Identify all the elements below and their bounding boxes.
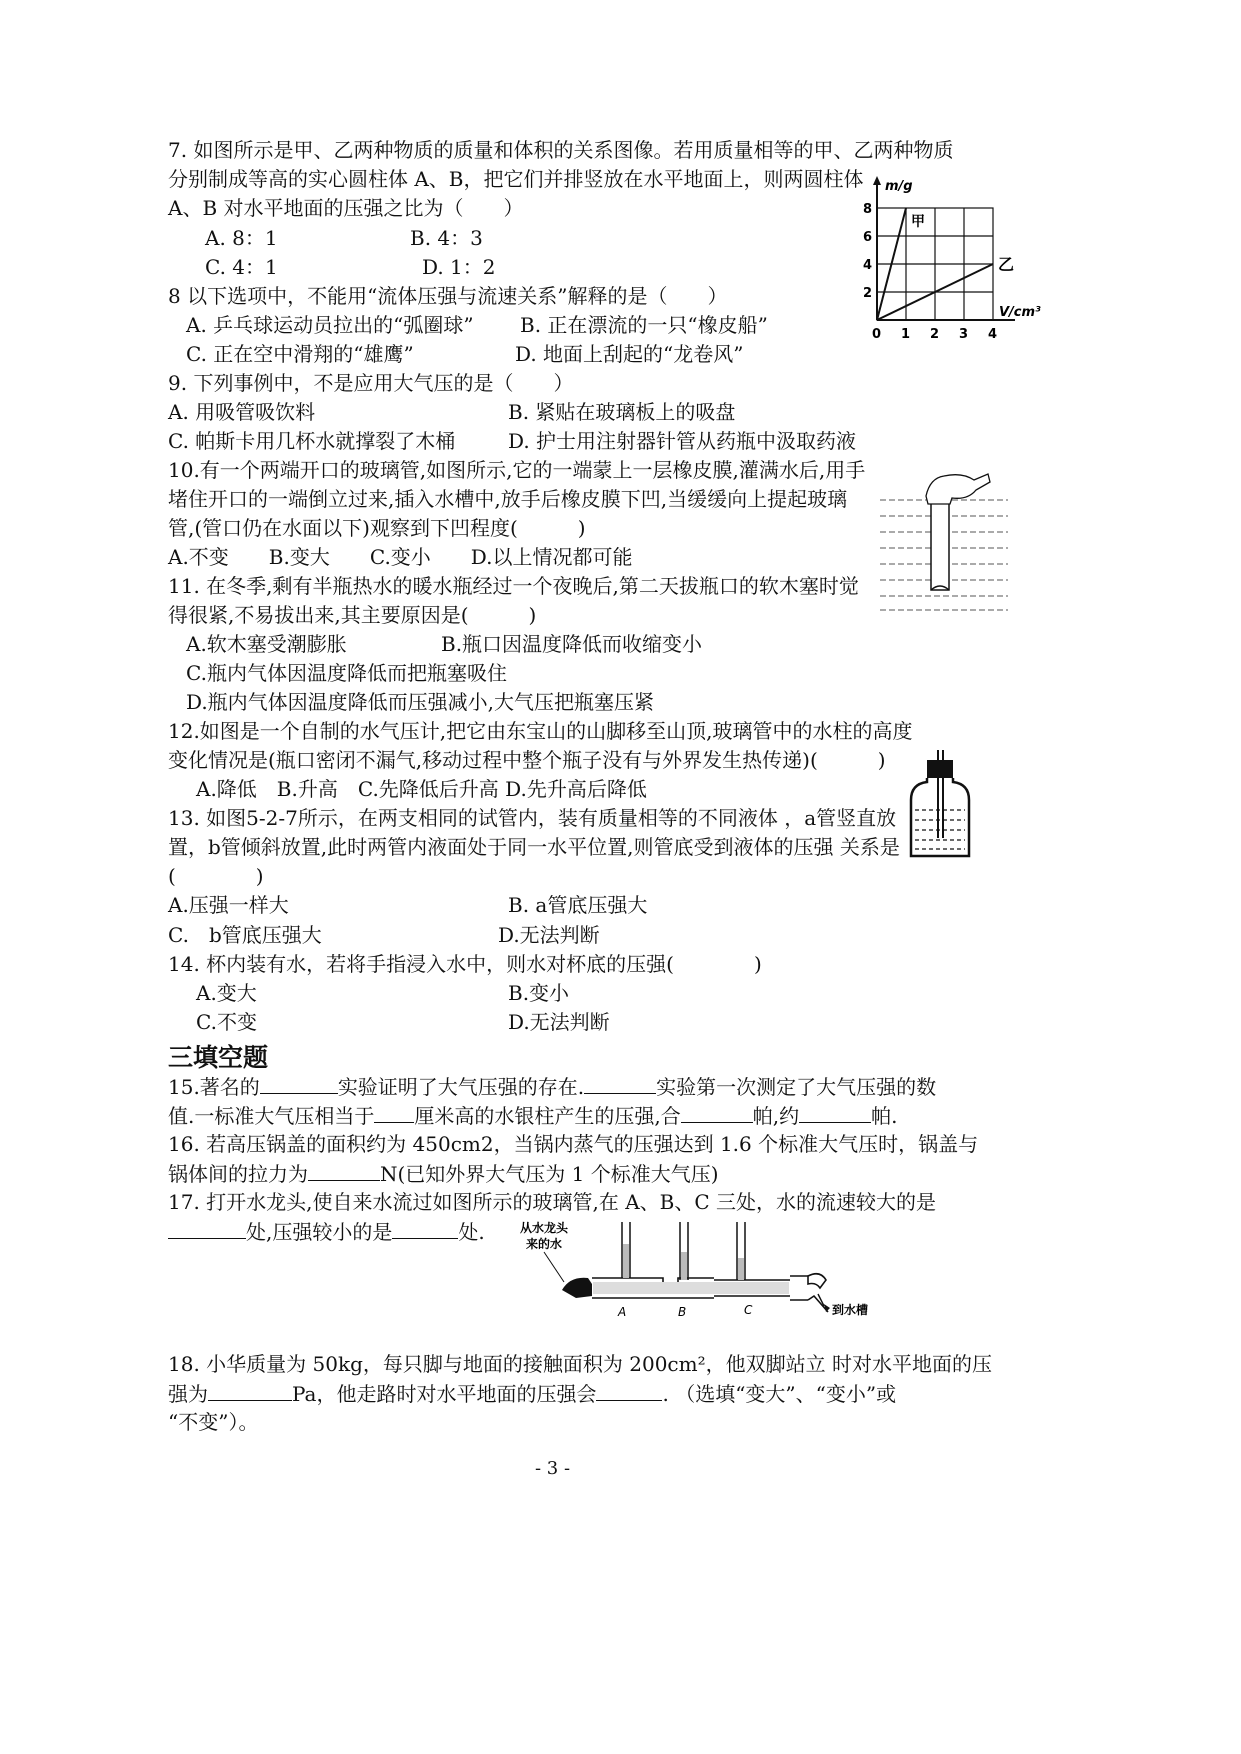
q15-blank-3[interactable] bbox=[374, 1102, 414, 1123]
y-axis-label: m/g bbox=[885, 179, 913, 194]
q15-line-2 bbox=[168, 1102, 897, 1129]
q12-line-1: 12.如图是一个自制的水气压计,把它由东宝山的山脚移至山顶,玻璃管中的水柱的高度 bbox=[168, 719, 913, 743]
x-tick-0: 0 bbox=[872, 327, 882, 342]
q17-line-1: 17. 打开水龙头,使自来水流过如图所示的玻璃管,在 A、B、C 三处，水的流速较大的是 bbox=[168, 1190, 937, 1214]
venturi-pipe-figure bbox=[518, 1218, 898, 1318]
q10-options: A.不变 B.变大 C.变小 D.以上情况都可能 bbox=[168, 545, 633, 569]
page-number: - 3 - bbox=[535, 1458, 571, 1479]
q7-line-3: A、B 对水平地面的压强之比为（ ） bbox=[168, 196, 524, 220]
q17-text-1: 处,压强较小的是 bbox=[246, 1220, 393, 1244]
label-jia: 甲 bbox=[911, 214, 925, 230]
q13-line-2: 置，b管倾斜放置,此时两管内液面处于同一水平位置,则管底受到液体的压强 关系是 bbox=[168, 835, 900, 859]
q7-option-a: A. 8：1 bbox=[205, 226, 278, 250]
pipe-sink-label: 到水槽 bbox=[832, 1303, 869, 1317]
q9-option-c: C. 帕斯卡用几杯水就撑裂了木桶 bbox=[168, 429, 456, 453]
q15-blank-2[interactable] bbox=[584, 1073, 656, 1094]
q15-blank-4[interactable] bbox=[681, 1102, 753, 1123]
q13-line-1: 13. 如图5-2-7所示，在两支相同的试管内，装有质量相等的不同液体 ，a管竖直放 bbox=[168, 806, 897, 830]
q15-text-1: 15.著名的 bbox=[168, 1075, 260, 1099]
q11-option-a: A.软木塞受潮膨胀 bbox=[186, 632, 347, 656]
water-barometer-figure bbox=[905, 748, 975, 863]
q18-line-1: 18. 小华质量为 50kg，每只脚与地面的接触面积为 200cm²，他双脚站立 时对水平地面的压 bbox=[168, 1352, 992, 1376]
q9-option-d: D. 护士用注射器针管从药瓶中汲取药液 bbox=[508, 429, 857, 453]
q18-line-3: “不变”）。 bbox=[168, 1410, 259, 1434]
q7-option-d: D. 1：2 bbox=[422, 255, 496, 279]
q9-option-b: B. 紧贴在玻璃板上的吸盘 bbox=[508, 400, 736, 424]
q17-text-2: 处. bbox=[458, 1220, 485, 1244]
q15-text-5: 厘米高的水银柱产生的压强,合 bbox=[414, 1104, 681, 1128]
q18-blank-1[interactable] bbox=[208, 1380, 292, 1401]
q18-text-2: Pa，他走路时对水平地面的压强会 bbox=[292, 1382, 597, 1406]
q14-option-a: A.变大 bbox=[196, 981, 257, 1005]
q13-option-c: C. b管底压强大 bbox=[168, 923, 322, 947]
x-tick-3: 3 bbox=[959, 327, 969, 342]
q14-option-c: C.不变 bbox=[196, 1010, 257, 1034]
q18-line-2 bbox=[168, 1380, 896, 1407]
x-tick-1: 1 bbox=[901, 327, 911, 342]
q18-blank-2[interactable] bbox=[596, 1380, 662, 1401]
q8-option-b: B. 正在漂流的一只“橡皮船” bbox=[520, 313, 768, 337]
q15-blank-1[interactable] bbox=[260, 1073, 338, 1094]
pipe-source-label-2: 来的水 bbox=[526, 1237, 563, 1251]
water-tank-figure bbox=[878, 468, 1013, 613]
q17-blank-2[interactable] bbox=[392, 1218, 458, 1239]
q13-option-d: D.无法判断 bbox=[498, 923, 600, 947]
q8-option-c: C. 正在空中滑翔的“雄鹰” bbox=[186, 342, 414, 366]
q17-blank-1[interactable] bbox=[168, 1218, 246, 1239]
y-tick-2: 2 bbox=[863, 286, 873, 301]
q14-option-d: D.无法判断 bbox=[508, 1010, 610, 1034]
q11-line-1: 11. 在冬季,剩有半瓶热水的暖水瓶经过一个夜晚后,第二天拔瓶口的软木塞时觉 bbox=[168, 574, 859, 598]
q7-line-2: 分别制成等高的实心圆柱体 A、B，把它们并排竖放在水平地面上，则两圆柱体 bbox=[168, 167, 864, 191]
q13-line-3: ( ) bbox=[168, 864, 264, 888]
q11-option-b: B.瓶口因温度降低而收缩变小 bbox=[441, 632, 703, 656]
q11-line-2: 得很紧,不易拔出来,其主要原因是( ) bbox=[168, 603, 537, 627]
q18-text-3: . （选填“变大”、“变小”或 bbox=[662, 1382, 897, 1406]
q15-text-6: 帕,约 bbox=[752, 1104, 800, 1128]
q11-option-d: D.瓶内气体因温度降低而压强减小,大气压把瓶塞压紧 bbox=[186, 690, 655, 714]
q14-stem: 14. 杯内装有水，若将手指浸入水中，则水对杯底的压强( ) bbox=[168, 952, 762, 976]
q7-option-c: C. 4：1 bbox=[205, 255, 278, 279]
q16-blank-1[interactable] bbox=[308, 1160, 380, 1181]
q7-option-b: B. 4：3 bbox=[410, 226, 483, 250]
q10-line-1: 10.有一个两端开口的玻璃管,如图所示,它的一端蒙上一层橡皮膜,灌满水后,用手 bbox=[168, 458, 866, 482]
q9-stem: 9. 下列事例中，不是应用大气压的是（ ） bbox=[168, 371, 574, 395]
q15-line-1 bbox=[168, 1073, 936, 1100]
x-tick-4: 4 bbox=[988, 327, 998, 342]
q16-text-1: 锅体间的拉力为 bbox=[168, 1162, 308, 1186]
q12-options: A.降低 B.升高 C.先降低后升高 D.先升高后降低 bbox=[196, 777, 647, 801]
q13-option-a: A.压强一样大 bbox=[168, 893, 289, 917]
q10-line-3: 管,(管口仍在水面以下)观察到下凹程度( ) bbox=[168, 516, 586, 540]
q10-line-2: 堵住开口的一端倒立过来,插入水槽中,放手后橡皮膜下凹,当缓缓向上提起玻璃 bbox=[168, 487, 848, 511]
pipe-label-c: C bbox=[744, 1303, 753, 1317]
q16-line-1: 16. 若高压锅盖的面积约为 450cm2，当锅内蒸气的压强达到 1.6 个标准大气压时，锅盖与 bbox=[168, 1132, 979, 1156]
y-tick-4: 4 bbox=[863, 258, 873, 273]
q18-text-1: 强为 bbox=[168, 1382, 208, 1406]
pipe-label-b: B bbox=[678, 1305, 687, 1318]
q8-stem: 8 以下选项中，不能用“流体压强与流速关系”解释的是（ ） bbox=[168, 284, 728, 308]
q12-line-2: 变化情况是(瓶口密闭不漏气,移动过程中整个瓶子没有与外界发生热传递)( ) bbox=[168, 748, 886, 772]
q14-option-b: B.变小 bbox=[508, 981, 570, 1005]
q11-option-c: C.瓶内气体因温度降低而把瓶塞吸住 bbox=[186, 661, 507, 685]
x-tick-2: 2 bbox=[930, 327, 940, 342]
q13-option-b: B. a管底压强大 bbox=[508, 893, 648, 917]
q15-blank-5[interactable] bbox=[799, 1102, 871, 1123]
q8-option-d: D. 地面上刮起的“龙卷风” bbox=[515, 342, 744, 366]
q9-option-a: A. 用吸管吸饮料 bbox=[168, 400, 316, 424]
q15-text-3: 实验第一次测定了大气压强的数 bbox=[656, 1075, 937, 1099]
section-fill-in-heading: 三填空题 bbox=[168, 1043, 269, 1072]
mass-volume-graph bbox=[855, 172, 1055, 347]
y-tick-8: 8 bbox=[863, 202, 873, 217]
pipe-source-label-1: 从水龙头 bbox=[520, 1221, 569, 1235]
q7-line-1: 7. 如图所示是甲、乙两种物质的质量和体积的关系图像。若用质量相等的甲、乙两种物质 bbox=[168, 138, 954, 162]
pipe-label-a: A bbox=[618, 1305, 627, 1318]
label-yi: 乙 bbox=[998, 255, 1015, 274]
q8-option-a: A. 乒乓球运动员拉出的“弧圈球” bbox=[186, 313, 474, 337]
q15-text-7: 帕. bbox=[871, 1104, 898, 1128]
q15-text-2: 实验证明了大气压强的存在. bbox=[337, 1075, 585, 1099]
q16-text-2: N(已知外界大气压为 1 个标准大气压) bbox=[380, 1162, 719, 1186]
q17-line-2 bbox=[168, 1218, 485, 1245]
q15-text-4: 值.一标准大气压相当于 bbox=[168, 1104, 375, 1128]
q16-line-2 bbox=[168, 1160, 719, 1187]
x-axis-label: V/cm³ bbox=[999, 305, 1041, 320]
y-tick-6: 6 bbox=[863, 230, 873, 245]
